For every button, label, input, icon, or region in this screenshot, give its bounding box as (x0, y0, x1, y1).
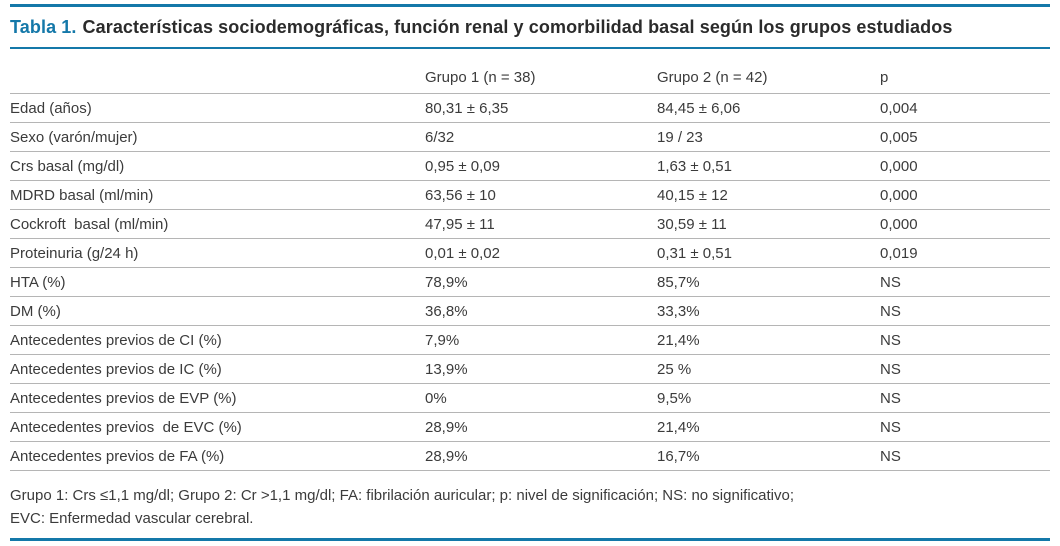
cell-grupo1: 6/32 (425, 129, 455, 146)
cell-grupo1: 0,01 ± 0,02 (425, 245, 500, 262)
cell-p: NS (880, 332, 901, 349)
cell-grupo2: 9,5% (657, 390, 692, 407)
cell-grupo1: 80,31 ± 6,35 (425, 100, 509, 117)
table-row (10, 442, 1050, 471)
cell-p: 0,019 (880, 245, 918, 262)
cell-grupo1: 47,95 ± 11 (425, 216, 495, 233)
table-row (10, 94, 1050, 123)
cell-grupo2: 85,7% (657, 274, 700, 291)
cell-p: NS (880, 303, 901, 320)
cell-grupo1: 78,9% (425, 274, 468, 291)
cell-grupo2: 21,4% (657, 332, 700, 349)
data-table (10, 53, 1050, 471)
row-label: Antecedentes previos de FA (%) (10, 448, 225, 465)
cell-grupo2: 25 % (657, 361, 692, 378)
table-caption (10, 7, 1050, 47)
footnote (10, 484, 1050, 531)
table-row (10, 355, 1050, 384)
cell-grupo1: 13,9% (425, 361, 468, 378)
cell-p: 0,000 (880, 216, 918, 233)
row-label: Antecedentes previos de EVC (%) (10, 419, 242, 436)
cell-grupo2: 84,45 ± 6,06 (657, 100, 741, 117)
row-label: Antecedentes previos de IC (%) (10, 361, 222, 378)
row-label: Antecedentes previos de EVP (%) (10, 390, 237, 407)
cell-p: NS (880, 419, 901, 436)
table-row (10, 123, 1050, 152)
caption-rule (10, 47, 1050, 49)
cell-grupo2: 16,7% (657, 448, 700, 465)
cell-p: NS (880, 448, 901, 465)
row-label: Antecedentes previos de CI (%) (10, 332, 222, 349)
row-label: Crs basal (mg/dl) (10, 158, 125, 175)
cell-grupo1: 7,9% (425, 332, 460, 349)
cell-grupo1: 0% (425, 390, 447, 407)
table-row (10, 384, 1050, 413)
table-row (10, 239, 1050, 268)
cell-grupo2: 40,15 ± 12 (657, 187, 728, 204)
row-label: Sexo (varón/mujer) (10, 129, 138, 146)
cell-p: 0,005 (880, 129, 918, 146)
table-header-row (10, 53, 1050, 94)
table-row (10, 326, 1050, 355)
cell-grupo2: 30,59 ± 11 (657, 216, 727, 233)
cell-p: NS (880, 361, 901, 378)
row-label: Cockroft basal (ml/min) (10, 216, 169, 233)
cell-grupo2: 33,3% (657, 303, 700, 320)
header-grupo1: Grupo 1 (n = 38) (425, 69, 536, 86)
row-label: DM (%) (10, 303, 61, 320)
row-label: HTA (%) (10, 274, 66, 291)
cell-p: 0,000 (880, 158, 918, 175)
cell-p: NS (880, 274, 901, 291)
row-label: Edad (años) (10, 100, 92, 117)
header-p: p (880, 69, 889, 86)
cell-grupo1: 28,9% (425, 419, 468, 436)
row-label: MDRD basal (ml/min) (10, 187, 154, 204)
table-row (10, 297, 1050, 326)
table-row (10, 268, 1050, 297)
cell-grupo1: 0,95 ± 0,09 (425, 158, 500, 175)
cell-p: 0,004 (880, 100, 918, 117)
footnote-line-2: EVC: Enfermedad vascular cerebral. (10, 510, 254, 528)
table-row (10, 152, 1050, 181)
table-row (10, 181, 1050, 210)
table-caption-label: Tabla 1. (10, 17, 77, 37)
cell-grupo2: 0,31 ± 0,51 (657, 245, 732, 262)
header-grupo2: Grupo 2 (n = 42) (657, 69, 768, 86)
cell-p: 0,000 (880, 187, 918, 204)
cell-grupo2: 21,4% (657, 419, 700, 436)
row-label: Proteinuria (g/24 h) (10, 245, 139, 262)
cell-grupo2: 19 / 23 (657, 129, 703, 146)
table-row (10, 413, 1050, 442)
cell-grupo1: 28,9% (425, 448, 468, 465)
cell-grupo2: 1,63 ± 0,51 (657, 158, 732, 175)
cell-p: NS (880, 390, 901, 407)
table-row (10, 210, 1050, 239)
cell-grupo1: 63,56 ± 10 (425, 187, 496, 204)
cell-grupo1: 36,8% (425, 303, 468, 320)
table-caption-text: Características sociodemográficas, función renal y comorbilidad basal según los grupos estudiados (82, 17, 953, 37)
bottom-rule (10, 538, 1050, 541)
footnote-line-1: Grupo 1: Crs ≤1,1 mg/dl; Grupo 2: Cr >1,1 mg/dl; FA: fibrilación auricular; p: nivel de significación; NS: no significativo; (10, 487, 794, 504)
